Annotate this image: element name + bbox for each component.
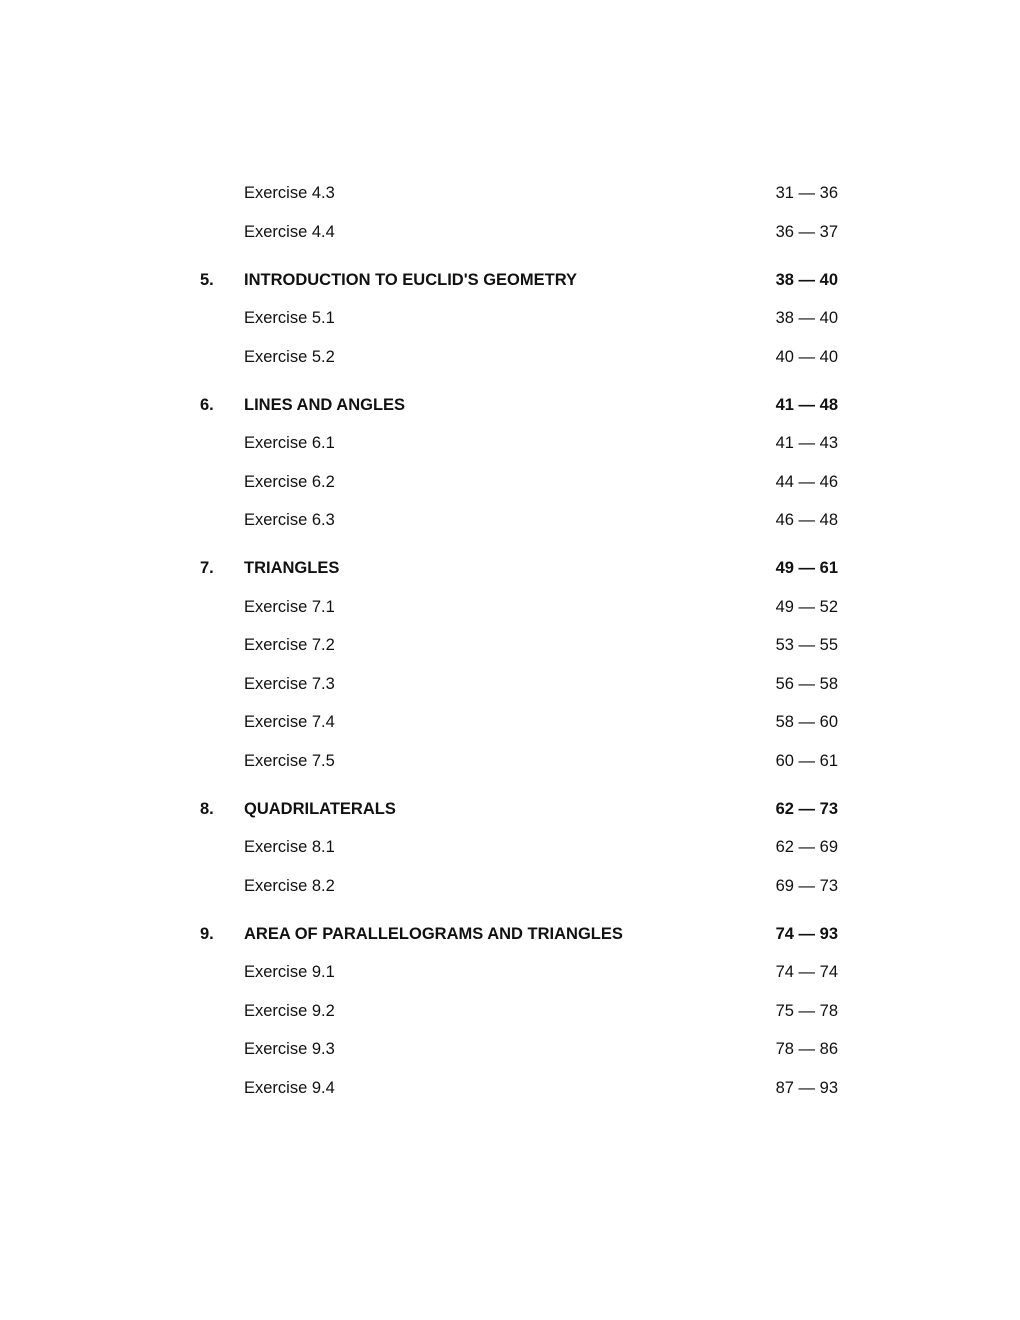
exercise-title: Exercise 4.4 <box>244 222 335 241</box>
chapter-entry <box>200 556 838 595</box>
page-range: 46 — 48 <box>775 511 838 529</box>
chapter-title: QUADRILATERALS <box>244 799 396 818</box>
exercise-title: Exercise 7.3 <box>244 674 335 693</box>
chapter-title: INTRODUCTION TO EUCLID'S GEOMETRY <box>244 270 578 289</box>
exercise-entry <box>200 181 838 220</box>
chapter-title: AREA OF PARALLELOGRAMS AND TRIANGLES <box>244 924 623 943</box>
page-range: 40 — 40 <box>775 347 838 366</box>
page-range: 31 — 36 <box>775 184 838 202</box>
exercise-title: Exercise 5.2 <box>244 347 335 366</box>
exercise-entry <box>200 672 838 711</box>
exercise-entry <box>200 470 838 509</box>
exercise-title: Exercise 8.1 <box>244 838 335 856</box>
exercise-title: Exercise 9.2 <box>244 1001 335 1020</box>
page-range: 78 — 86 <box>775 1040 838 1058</box>
exercise-title: Exercise 9.4 <box>244 1078 335 1097</box>
page-range: 74 — 74 <box>775 963 838 981</box>
page-range: 41 — 48 <box>775 395 838 414</box>
exercise-title: Exercise 9.1 <box>244 963 335 981</box>
exercise-entry <box>200 874 838 913</box>
exercise-entry <box>200 595 838 634</box>
exercise-entry <box>200 220 838 259</box>
chapter-number: 5. <box>200 270 214 289</box>
exercise-title: Exercise 7.1 <box>244 597 335 616</box>
page-range: 44 — 46 <box>775 472 838 491</box>
page-range: 38 — 40 <box>775 309 838 327</box>
exercise-title: Exercise 6.1 <box>244 434 335 452</box>
exercise-entry <box>200 1076 838 1115</box>
exercise-entry <box>200 999 838 1038</box>
page-range: 69 — 73 <box>775 876 838 895</box>
exercise-entry <box>200 431 838 470</box>
exercise-title: Exercise 5.1 <box>244 309 335 327</box>
page-range: 56 — 58 <box>775 674 838 693</box>
exercise-entry <box>200 633 838 672</box>
exercise-entry <box>200 345 838 384</box>
chapter-number: 8. <box>200 799 214 818</box>
page-range: 74 — 93 <box>775 924 838 943</box>
exercise-title: Exercise 7.2 <box>244 636 335 654</box>
page-range: 38 — 40 <box>775 270 838 289</box>
exercise-entry <box>200 835 838 874</box>
exercise-entry <box>200 306 838 345</box>
page-range: 62 — 69 <box>775 838 838 856</box>
table-of-contents <box>200 181 838 1114</box>
chapter-title: TRIANGLES <box>244 559 340 577</box>
chapter-title: LINES AND ANGLES <box>244 395 406 414</box>
exercise-entry <box>200 1037 838 1076</box>
chapter-number: 9. <box>200 924 214 943</box>
page-range: 58 — 60 <box>775 713 838 731</box>
exercise-entry <box>200 749 838 788</box>
exercise-entry <box>200 508 838 547</box>
page-range: 53 — 55 <box>775 636 838 654</box>
exercise-title: Exercise 9.3 <box>244 1040 335 1058</box>
chapter-number: 6. <box>200 395 214 414</box>
page-range: 75 — 78 <box>775 1001 838 1020</box>
exercise-entry <box>200 960 838 999</box>
chapter-entry <box>200 268 838 307</box>
page-range: 49 — 52 <box>775 597 838 616</box>
exercise-title: Exercise 7.4 <box>244 713 335 731</box>
exercise-title: Exercise 7.5 <box>244 751 335 770</box>
exercise-title: Exercise 6.2 <box>244 472 335 491</box>
page-range: 49 — 61 <box>775 559 838 577</box>
exercise-title: Exercise 6.3 <box>244 511 335 529</box>
chapter-entry <box>200 393 838 432</box>
chapter-number: 7. <box>200 559 214 577</box>
page-range: 60 — 61 <box>775 751 838 770</box>
page-range: 62 — 73 <box>775 799 838 818</box>
chapter-entry <box>200 922 838 961</box>
page-range: 87 — 93 <box>775 1078 838 1097</box>
exercise-title: Exercise 4.3 <box>244 184 335 202</box>
page-range: 41 — 43 <box>775 434 838 452</box>
chapter-entry <box>200 797 838 836</box>
exercise-title: Exercise 8.2 <box>244 876 335 895</box>
page-range: 36 — 37 <box>775 222 838 241</box>
exercise-entry <box>200 710 838 749</box>
